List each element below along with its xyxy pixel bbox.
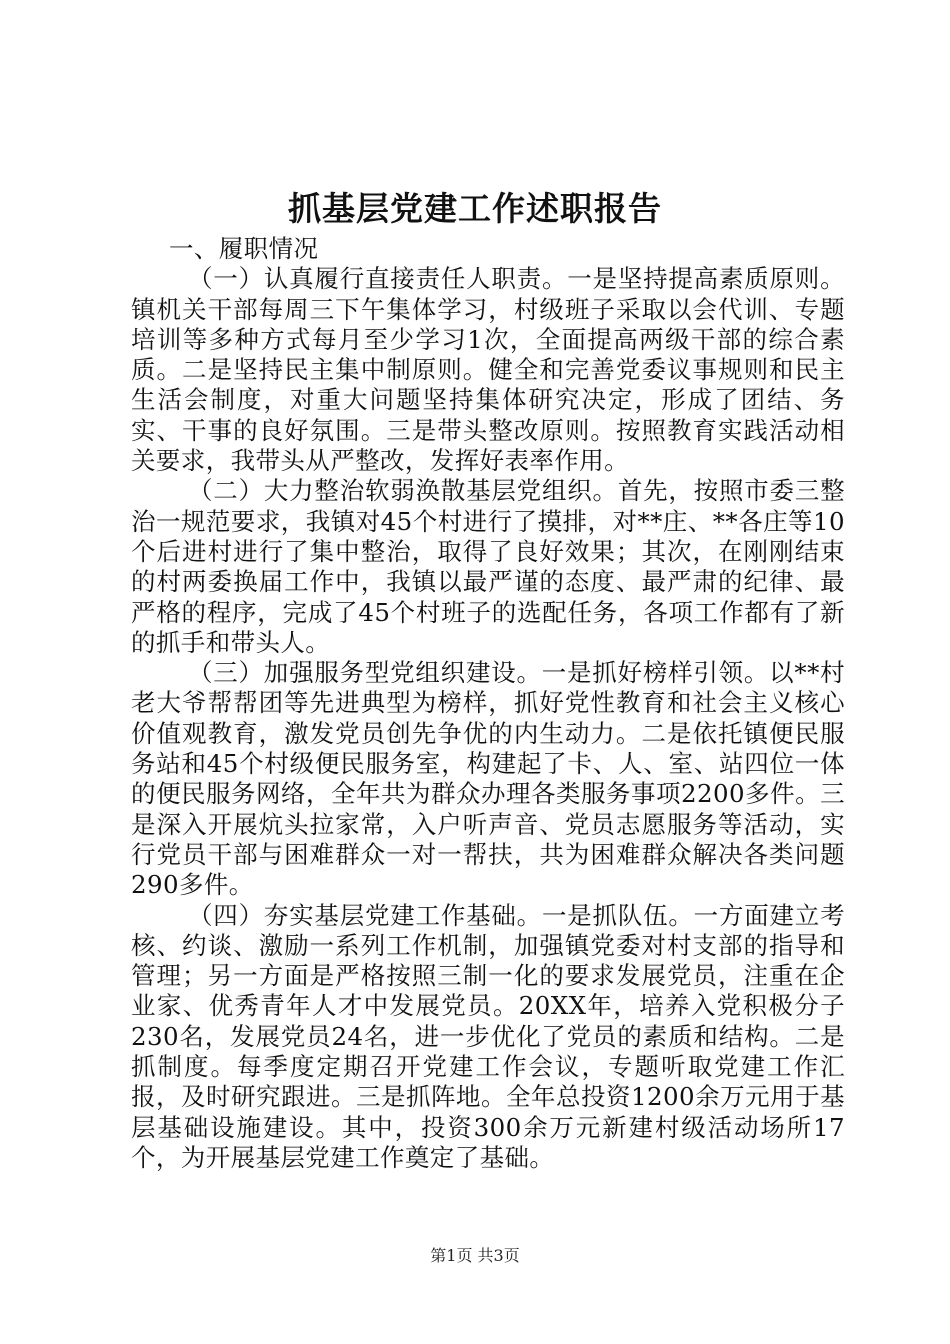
paragraph-3: （三）加强服务型党组织建设。一是抓好榜样引领。以**村老大爷帮帮团等先进典型为榜样，抓好党性教育和社会主义核心价值观教育，激发党员创先争优的内生动力。二是依托镇便民服务站和45个村级便民服务室，构建起了卡、人、室、站四位一体的便民服务网络，全年共为群众办理各类服务事项2200多件。三是深入开展炕头拉家常，入户听声音、党员志愿服务等活动，实行党员干部与困难群众一对一帮扶，共为困难群众解决各类问题290多件。 bbox=[131, 658, 845, 900]
paragraph-2: （二）大力整治软弱涣散基层党组织。首先，按照市委三整治一规范要求，我镇对45个村进行了摸排，对**庄、**各庄等10个后进村进行了集中整治，取得了良好效果；其次，在刚刚结束的村两委换届工作中，我镇以最严谨的态度、最严肃的纪律、最严格的程序，完成了45个村班子的选配任务，各项工作都有了新的抓手和带头人。 bbox=[131, 476, 845, 657]
page-footer: 第1页 共3页 bbox=[430, 1246, 520, 1265]
section-heading: 一、履职情况 bbox=[169, 234, 319, 263]
paragraph-4: （四）夯实基层党建工作基础。一是抓队伍。一方面建立考核、约谈、激励一系列工作机制，加强镇党委对村支部的指导和管理；另一方面是严格按照三制一化的要求发展党员，注重在企业家、优秀青年人才中发展党员。20XX年，培养入党积极分子230名，发展党员24名，进一步优化了党员的素质和结构。二是抓制度。每季度定期召开党建工作会议，专题听取党建工作汇报，及时研究跟进。三是抓阵地。全年总投资1200余万元用于基层基础设施建设。其中，投资300余万元新建村级活动场所17个，为开展基层党建工作奠定了基础。 bbox=[131, 900, 845, 1172]
paragraph-1: （一）认真履行直接责任人职责。一是坚持提高素质原则。镇机关干部每周三下午集体学习，村级班子采取以会代训、专题培训等多种方式每月至少学习1次，全面提高两级干部的综合素质。二是坚持民主集中制原则。健全和完善党委议事规则和民主生活会制度，对重大问题坚持集体研究决定，形成了团结、务实、干事的良好氛围。三是带头整改原则。按照教育实践活动相关要求，我带头从严整改，发挥好表率作用。 bbox=[131, 264, 845, 476]
document-title: 抓基层党建工作述职报告 bbox=[288, 189, 662, 228]
document-body bbox=[131, 234, 845, 1173]
